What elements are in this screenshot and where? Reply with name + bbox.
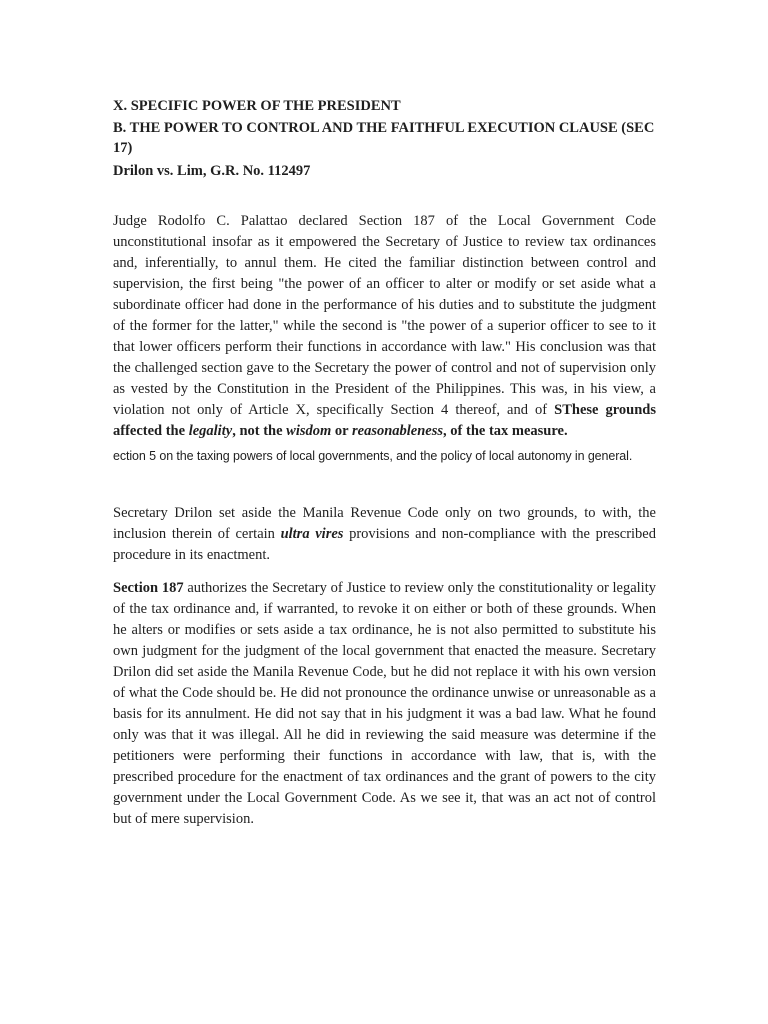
bold-text: or: [331, 423, 352, 439]
ultra-vires-emphasis: ultra vires: [280, 526, 344, 542]
paragraph-text: Judge Rodolfo C. Palattao declared Section 187 of the Local Government Code unconstitutional insofar as it empowered the Secretary of Justice to review tax ordinances and, inferentially, to annul them. He cited the familiar distinction between control and supervision, the first being "the power of an officer to alter or modify or set aside what a subordinate officer had done in the performance of his duties and to substitute the judgment of the former for the latter," while the second is "the power of a superior officer to see to it that lower officers perform their functions in accordance with law." His conclusion was that the challenged section gave to the Secretary the power of control and not of supervision only as vested by the Constitution in the President of the Philippines. This was, in his view, a violation not only of Article X, specifically Section 4 thereof, and of: [113, 213, 656, 418]
bold-text: SThese grounds affected the: [113, 402, 656, 439]
paragraph-text: authorizes the Secretary of Justice to review only the constitutionality or legality of the tax ordinance and, if warranted, to revoke it on either or both of these grounds. When he alters or modifies or sets aside a tax ordinance, he is not also permitted to substitute his own judgment for the judgment of the local government that enacted the measure. Secretary Drilon did set aside the Manila Revenue Code, but he did not replace it with his own version of what the Code should be. He did not pronounce the ordinance unwise or unreasonable as a basis for its annulment. He did not say that in his judgment it was a bad law. What he found only was that it was illegal. All he did in reviewing the said measure was determine if the petitioners were performing their functions in accordance with law, that is, with the prescribed procedure for the enactment of tax ordinances and the grant of powers to the city government under the Local Government Code. As we see it, that was an act not of control but of mere supervision.: [113, 580, 656, 827]
paragraph-fragment: ection 5 on the taxing powers of local governments, and the policy of local autonomy in general.: [113, 449, 633, 463]
bold-text: , not the: [232, 423, 287, 439]
section-187-lead: Section 187: [113, 580, 184, 596]
section-heading: X. SPECIFIC POWER OF THE PRESIDENT: [113, 98, 401, 114]
document-page: [113, 96, 656, 830]
italic-reasonableness: reasonableness: [351, 423, 444, 439]
paragraph-drilon-grounds: [113, 503, 656, 566]
italic-legality: legality: [188, 423, 233, 439]
subsection-heading: B. THE POWER TO CONTROL AND THE FAITHFUL EXECUTION CLAUSE (SEC 17): [113, 120, 655, 156]
bold-text: , of the tax measure.: [443, 423, 568, 439]
paragraph-palattao-ruling: [113, 211, 656, 442]
paragraph-text: Secretary Drilon set aside the Manila Revenue Code only on two grounds, to with, the inclusion therein of certain: [113, 505, 656, 542]
paragraph-text: provisions and non-compliance with the prescribed procedure in its enactment.: [113, 526, 656, 563]
case-title: Drilon vs. Lim, G.R. No. 112497: [113, 163, 311, 179]
paragraph-section-187: [113, 578, 656, 830]
italic-wisdom: wisdom: [286, 423, 332, 439]
